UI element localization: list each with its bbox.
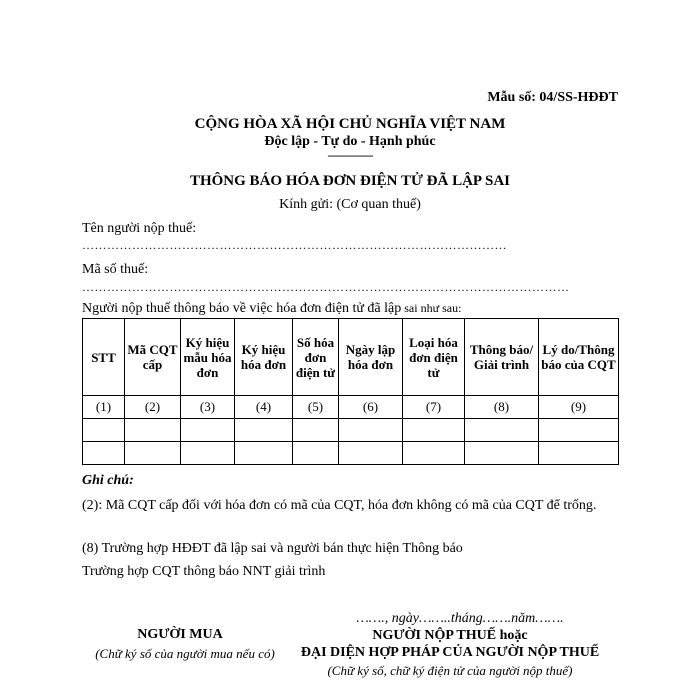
col-header-invoice-symbol: Ký hiệu hóa đơn [235, 319, 293, 396]
table-cell[interactable] [403, 419, 465, 442]
col-header-invoice-number: Số hóa đơn điện tử [293, 319, 339, 396]
col-number: (4) [235, 396, 293, 419]
seller-title-line-1: NGƯỜI NỘP THUẾ hoặc [372, 628, 528, 643]
table-cell[interactable] [83, 419, 125, 442]
col-number: (7) [403, 396, 465, 419]
form-code: Mẫu số: 04/SS-HĐĐT [487, 90, 618, 105]
seller-title [285, 627, 615, 661]
table-cell[interactable] [403, 442, 465, 465]
nation-heading: CỘNG HÒA XÃ HỘI CHỦ NGHĨA VIỆT NAM [194, 116, 506, 132]
table-cell[interactable] [293, 419, 339, 442]
table-cell[interactable] [181, 419, 235, 442]
table-cell[interactable] [181, 442, 235, 465]
table-cell[interactable] [539, 442, 619, 465]
table-cell[interactable] [235, 442, 293, 465]
col-number: (8) [465, 396, 539, 419]
col-header-reason: Lý do/Thông báo của CQT [539, 319, 619, 396]
note-1: (2): Mã CQT cấp đối với hóa đơn có mã của CQT, hóa đơn không có mã của CQT để trống. [82, 498, 597, 513]
table-cell[interactable] [125, 419, 181, 442]
intro-tail: sai như sau: [401, 301, 462, 315]
taxcode-fill-line[interactable]: ……………………………………………………………………………………………………… [82, 280, 570, 294]
notes-title: Ghi chú: [82, 473, 134, 488]
col-header-stt: STT [83, 319, 125, 396]
table-row [83, 419, 619, 442]
taxpayer-fill-line[interactable]: ………………………………………………………………………………………… [82, 238, 507, 252]
table-cell[interactable] [539, 419, 619, 442]
col-number: (3) [181, 396, 235, 419]
table-cell[interactable] [339, 419, 403, 442]
table-number-row [83, 396, 619, 419]
intro-main: Người nộp thuế thông báo về việc hóa đơn điện tử đã lập [82, 301, 402, 316]
note-2: (8) Trường hợp HĐĐT đã lập sai và người bán thực hiện Thông báo [82, 541, 463, 556]
intro-text [82, 301, 461, 317]
seller-title-line-2: ĐẠI DIỆN HỢP PHÁP CỦA NGƯỜI NỘP THUẾ [300, 645, 600, 660]
col-number: (1) [83, 396, 125, 419]
table-cell[interactable] [465, 442, 539, 465]
header-separator: --------------- [327, 148, 373, 162]
col-header-template-symbol: Ký hiệu mẫu hóa đơn [181, 319, 235, 396]
table-header-row [83, 319, 619, 396]
taxcode-label: Mã số thuế: [82, 262, 149, 277]
motto: Độc lập - Tự do - Hạnh phúc [264, 134, 436, 149]
col-number: (2) [125, 396, 181, 419]
col-header-issue-date: Ngày lập hóa đơn [339, 319, 403, 396]
recipient-line: Kính gửi: (Cơ quan thuế) [279, 197, 421, 212]
table-cell[interactable] [339, 442, 403, 465]
taxpayer-label: Tên người nộp thuế: [82, 221, 197, 236]
col-header-invoice-type: Loại hóa đơn điện tử [403, 319, 465, 396]
col-header-cqt-code: Mã CQT cấp [125, 319, 181, 396]
col-number: (9) [539, 396, 619, 419]
table-cell[interactable] [235, 419, 293, 442]
table-row [83, 442, 619, 465]
seller-signature-note: (Chữ ký số, chữ ký điện tử của người nộp thuế) [327, 663, 573, 678]
col-number: (6) [339, 396, 403, 419]
col-header-notice: Thông báo/ Giải trình [465, 319, 539, 396]
table-cell[interactable] [293, 442, 339, 465]
note-3: Trường hợp CQT thông báo NNT giải trình [82, 564, 326, 579]
col-number: (5) [293, 396, 339, 419]
table-cell[interactable] [125, 442, 181, 465]
table-cell[interactable] [83, 442, 125, 465]
table-cell[interactable] [465, 419, 539, 442]
date-line: ……., ngày……..tháng…….năm……. [356, 611, 564, 626]
document-title: THÔNG BÁO HÓA ĐƠN ĐIỆN TỬ ĐÃ LẬP SAI [189, 173, 511, 189]
invoice-table [82, 318, 619, 465]
buyer-title: NGƯỜI MUA [137, 627, 223, 642]
buyer-signature-note: (Chữ ký số của người mua nếu có) [95, 646, 275, 661]
